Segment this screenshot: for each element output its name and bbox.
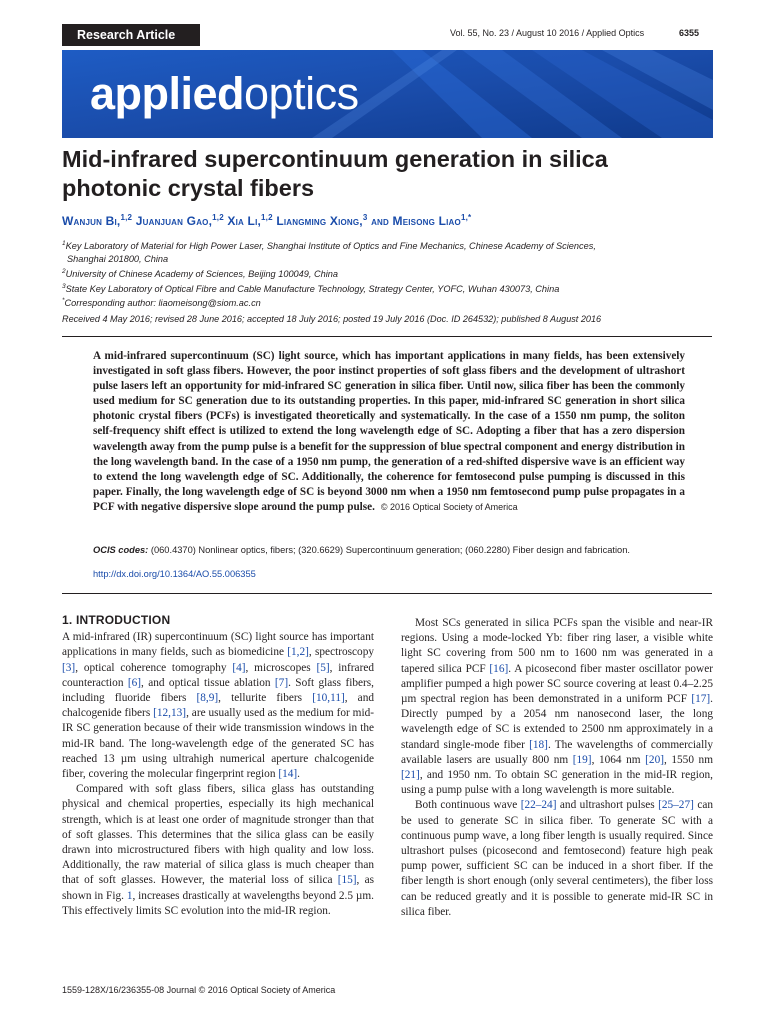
citation-link[interactable]: [14] (278, 768, 298, 781)
body-text: . The wavelengths of commercially available lasers are usually 800 nm (401, 738, 713, 766)
citation-link[interactable]: [19] (572, 753, 592, 766)
ocis-text: (060.4370) Nonlinear optics, fibers; (320.6629) Supercontinuum generation; (060.2280) Fiber design and fabrication. (150, 545, 630, 555)
affiliations (62, 238, 712, 310)
citation-link[interactable]: [15] (337, 874, 357, 887)
citation-link[interactable]: [20] (645, 753, 664, 766)
author: Wanjun Bi,$^{1,2}$ (62, 213, 133, 228)
author: Xia Li,$^{1,2}$ (227, 213, 273, 228)
citation-link[interactable]: [8,9] (196, 692, 219, 705)
author: Liangming Xiong,$^3$ (276, 213, 368, 228)
citation-link[interactable]: [18] (529, 738, 548, 751)
citation-link[interactable]: [5] (316, 661, 330, 674)
body-text: . Soft glass fibers, including fluoride fibers (62, 676, 374, 705)
citation-link[interactable]: [12,13] (153, 707, 187, 720)
body-text: , are usually used as the medium for mid-IR SC generation because of their wide transmission windows in the mid-IR band. The long-wavelength edge of the generated SC has reached 13 µm using ultrahigh numerical aperture chalcogenide fiber, covering the molecular fingerprint region (62, 707, 374, 781)
citation-link[interactable]: [10,11] (312, 692, 345, 705)
article-type-label: Research Article (62, 24, 200, 46)
body-text: , microscopes (245, 661, 317, 674)
abstract-text: A mid-infrared supercontinuum (SC) light source, which has important applications in many fields, has been extensively investigated in soft glass fibers. However, the poor instinct properties of soft glass fibers and the development of ultrashort pulse lasers left an opportunity for mid-infrared SC generation in silica fiber. Until now, silica fiber has been the commonly used medium for SC generation due to its outstanding properties. In this paper, mid-infrared SC generation in short silica photonic crystal fibers (PCFs) is investigated theoretically and systematically. In the case of a 1550 nm pump, the soliton self-frequency shift effect is utilized to extend the long wavelength edge of SC. Adopting a fiber that has a zero dispersion wavelength away from the pump pulse is a benefit for the suppression of blue spectral component and energy distribution in the long wavelength band. In the case of a 1950 nm pump, the generation of a red-shifted dispersive wave is an efficient way to extend the long wavelength edge of SC. Additionally, the coherence for femtosecond pulse pumping is discussed in this paper. Finally, the long wavelength edge of SC is beyond 3000 nm when a 1950 nm femtosecond pump pulse propagates in a PCF with negative dispersive slope around the pump pulse. (93, 350, 685, 513)
journal-banner (62, 50, 713, 138)
citation-link[interactable]: [1,2] (287, 646, 309, 659)
journal-logo (90, 64, 359, 124)
body-text: and ultrashort pulses (556, 799, 659, 812)
divider (62, 336, 712, 337)
citation-link[interactable]: [16] (489, 662, 509, 675)
citation-link[interactable]: [4] (232, 661, 246, 674)
citation-link[interactable]: [7] (274, 676, 289, 689)
body-text: , spectroscopy (308, 646, 374, 659)
citation-link[interactable]: 1 (126, 889, 133, 902)
affiliation: $^1$Key Laboratory of Material for High Power Laser, Shanghai Institute of Optics and Fine Mechanics, Chinese Academy of Sciences, Shanghai 201800, China (62, 240, 596, 264)
page-number: 6355 (678, 28, 699, 38)
author-list (62, 213, 712, 228)
body-text: , 1064 nm (591, 753, 646, 766)
journal-reference: Vol. 55, No. 23 / August 10 2016 / Applied Optics (450, 28, 645, 38)
footer-copyright: 1559-128X/16/236355-08 Journal © 2016 Optical Society of America (62, 985, 336, 995)
logo-word-applied: applied (90, 68, 245, 119)
body-text: Both continuous wave (415, 799, 521, 812)
ocis-label: OCIS codes: (93, 545, 149, 555)
copyright: © 2016 Optical Society of America (380, 501, 518, 512)
paragraph (62, 630, 374, 782)
body-text: , and 1950 nm. To obtain SC generation in the mid-IR region, using a pump pulse with a long wavelength is more suitable. (401, 769, 713, 797)
body-text: . (297, 768, 300, 781)
citation-link[interactable]: [17] (691, 693, 711, 706)
right-column (401, 616, 713, 920)
ocis-codes (93, 545, 693, 555)
citation-link[interactable]: [21] (401, 769, 420, 782)
body-text: A mid-infrared (IR) supercontinuum (SC) light source has important applications in many fields, such as biomedicine (62, 631, 374, 659)
body-text: , and optical tissue ablation (141, 676, 275, 689)
paragraph (401, 798, 713, 920)
body-text: Most SCs generated in silica PCFs span the visible and near-IR regions. Using a mode-locked Yb: fiber ring laser, a visible white light SC covering from 500 nm to 1600 nm was generated in a tapered silica PCF (401, 617, 713, 675)
left-column (62, 613, 374, 919)
body-text: , infrared counteraction (62, 661, 375, 689)
body-text: , and chalcogenide fibers (62, 692, 374, 720)
corresponding-author: *Corresponding author: liaomeisong@siom.ac.cn (62, 297, 261, 309)
body-text: can be used to generate SC in silica fiber. To generate SC with a continuous pump wave, a long fiber length is usually required. Since ultrashort pulses (picosecond and femtosecond) feature high peak pump power, sufficient SC can be induced in a short fiber. If the fiber length is short enough (only several centimeters), the fiber loss can be reduced greatly and it is possible to generate mid-IR SC in silica fiber. (401, 799, 713, 918)
doi-link[interactable]: http://dx.doi.org/10.1364/AO.55.006355 (93, 569, 256, 579)
citation-link[interactable]: [6] (127, 676, 142, 689)
affiliation: $^3$State Key Laboratory of Optical Fibre and Cable Manufacture Technology, Strategy Center, YOFC, Wuhan 430073, China (62, 282, 560, 294)
body-text: , as shown in Fig. (62, 874, 374, 902)
paragraph (401, 616, 713, 798)
body-text: . A picosecond fiber master oscillator power amplifier pumped a high power SC source covering at least 0.4–2.25 µm spectral region has been demonstrated in a uniform PCF (401, 662, 713, 706)
body-text: , optical coherence tomography (75, 661, 233, 674)
abstract (93, 349, 685, 515)
article-title: Mid-infrared supercontinuum generation in silica photonic crystal fibers (62, 146, 608, 201)
body-text: , 1550 nm (663, 753, 713, 766)
header-bar (62, 24, 713, 46)
paragraph (62, 782, 374, 919)
divider (62, 593, 712, 594)
affiliation: $^2$University of Chinese Academy of Sciences, Beijing 100049, China (62, 267, 338, 279)
citation-link[interactable]: [22–24] (520, 799, 557, 812)
body-text: . Directly pumped by a 2054 nm nanosecond laser, the long wavelength edge of SC is extended to 2500 nm approximately in a standard single-mode fiber (401, 693, 713, 751)
body-text: , tellurite fibers (218, 692, 313, 705)
publication-history: Received 4 May 2016; revised 28 June 2016; accepted 18 July 2016; posted 19 July 2016 (Doc. ID 264532); published 8 August 2016 (62, 314, 602, 324)
body-text: Compared with soft glass fibers, silica glass has outstanding physical and chemical properties, especially its high mechanical strength, which is at least one order of magnitude stronger than that of soft glasses. This determines that the silica glass can be easily drawn into microstructured fibers with high quality and low loss. Additionally, the raw material of silica glass is much cheaper than that of soft glasses. However, the material loss of silica (62, 783, 374, 887)
logo-word-optics: optics (244, 68, 359, 119)
author: Juanjuan Gao,$^{1,2}$ (135, 213, 224, 228)
author: and Meisong Liao$^{1,*}$ (371, 213, 472, 228)
citation-link[interactable]: [25–27] (658, 799, 694, 812)
body-text: , increases drastically at wavelengths beyond 2.5 µm. This effectively limits SC evolution into the mid-IR region. (62, 889, 374, 917)
citation-link[interactable]: [3] (62, 661, 76, 674)
section-heading: 1. INTRODUCTION (62, 613, 171, 627)
